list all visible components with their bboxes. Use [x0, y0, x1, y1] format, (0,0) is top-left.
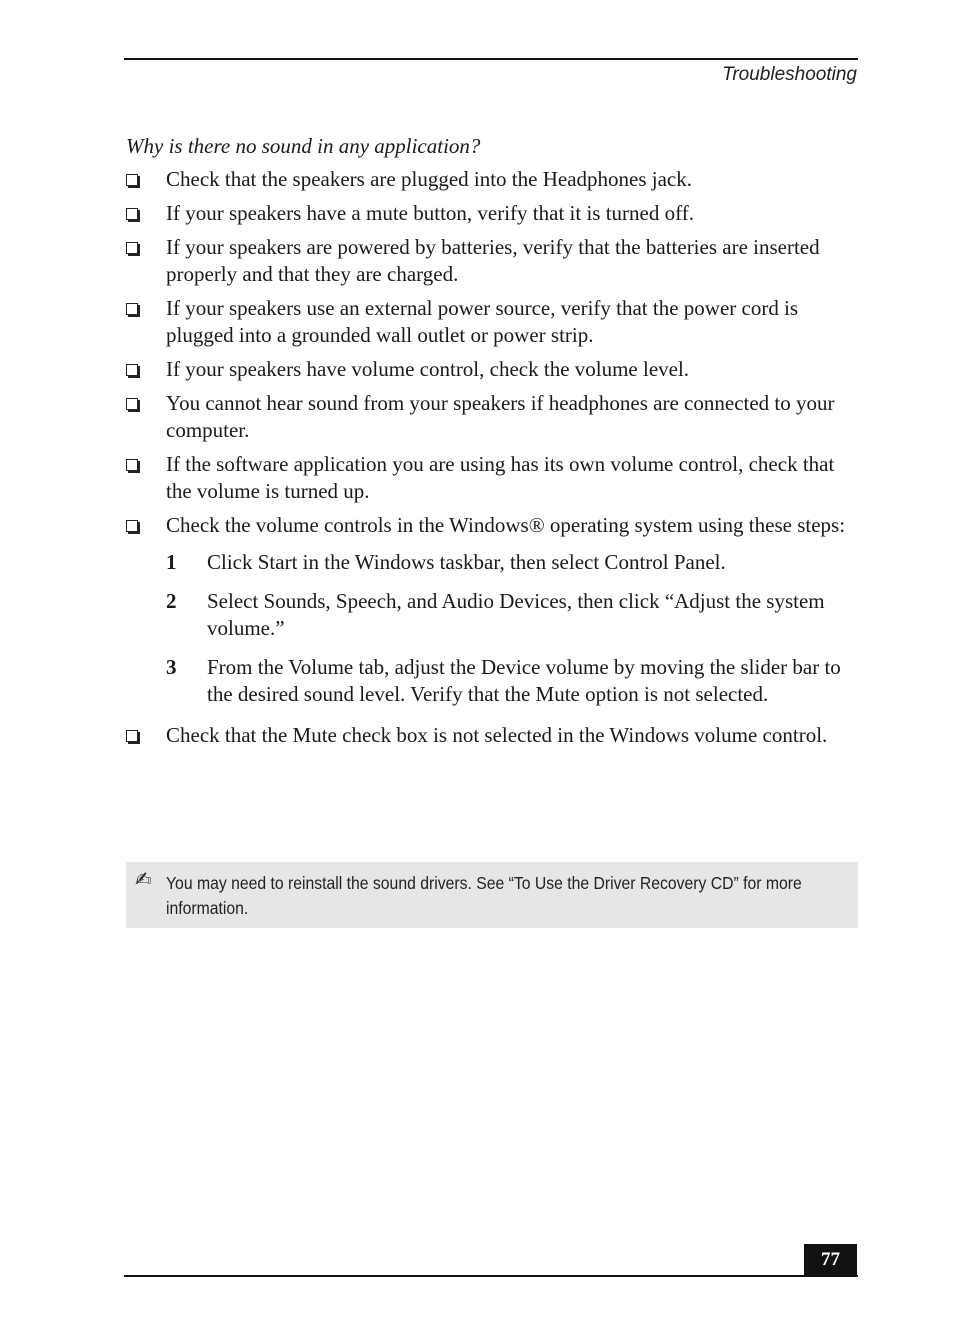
list-item: You cannot hear sound from your speakers if headphones are connected to your computer.	[126, 390, 856, 444]
checkbox-bullet-icon	[126, 242, 138, 254]
steps-list	[166, 549, 856, 708]
step-item: 1 Click Start in the Windows taskbar, then select Control Panel.	[166, 550, 726, 574]
checkbox-bullet-icon	[126, 174, 138, 186]
step-number: 1	[166, 550, 177, 574]
list-item: If your speakers are powered by batteries, verify that the batteries are inserted properly and that they are charged.	[126, 234, 856, 288]
main-content	[126, 133, 856, 756]
header-rule	[124, 58, 858, 60]
checklist	[126, 166, 856, 749]
list-item: If your speakers use an external power source, verify that the power cord is plugged into a grounded wall outlet or power strip.	[126, 295, 856, 349]
list-item: Check the volume controls in the Windows® operating system using these steps: 1 Click Start in the Windows taskbar, then select Control Panel. 2 Select Sounds, Speech, and Audio Devices, then click “Adjust the system volume.” 3 From the Volume tab, adjust the Device volume by moving the slider bar to the desired sound level. Verify that the Mute option is not selected.	[126, 512, 856, 708]
checkbox-bullet-icon	[126, 730, 138, 742]
checkbox-bullet-icon	[126, 208, 138, 220]
checkbox-bullet-icon	[126, 364, 138, 376]
note-text: You may need to reinstall the sound drivers. See “To Use the Driver Recovery CD” for more information.	[166, 873, 802, 918]
section-question: Why is there no sound in any application?	[126, 134, 481, 158]
step-number: 2	[166, 589, 177, 613]
list-item: If your speakers have a mute button, verify that it is turned off.	[126, 200, 856, 227]
list-item: Check that the Mute check box is not selected in the Windows volume control.	[126, 722, 856, 749]
checkbox-bullet-icon	[126, 398, 138, 410]
running-header: Troubleshooting	[722, 64, 857, 85]
writing-hand-icon: ✍	[135, 867, 152, 891]
step-item: 3 From the Volume tab, adjust the Device volume by moving the slider bar to the desired sound level. Verify that the Mute option is not selected.	[166, 655, 841, 706]
step-item: 2 Select Sounds, Speech, and Audio Devices, then click “Adjust the system volume.”	[166, 589, 825, 640]
list-item: If your speakers have volume control, check the volume level.	[126, 356, 856, 383]
list-item: Check that the speakers are plugged into the Headphones jack.	[126, 166, 856, 193]
checkbox-bullet-icon	[126, 459, 138, 471]
list-item: If the software application you are using has its own volume control, check that the volume is turned up.	[126, 451, 856, 505]
note-box	[126, 862, 858, 928]
step-number: 3	[166, 655, 177, 679]
footer-rule	[124, 1275, 858, 1277]
checkbox-bullet-icon	[126, 303, 138, 315]
page-number: 77	[804, 1244, 857, 1276]
checkbox-bullet-icon	[126, 520, 138, 532]
